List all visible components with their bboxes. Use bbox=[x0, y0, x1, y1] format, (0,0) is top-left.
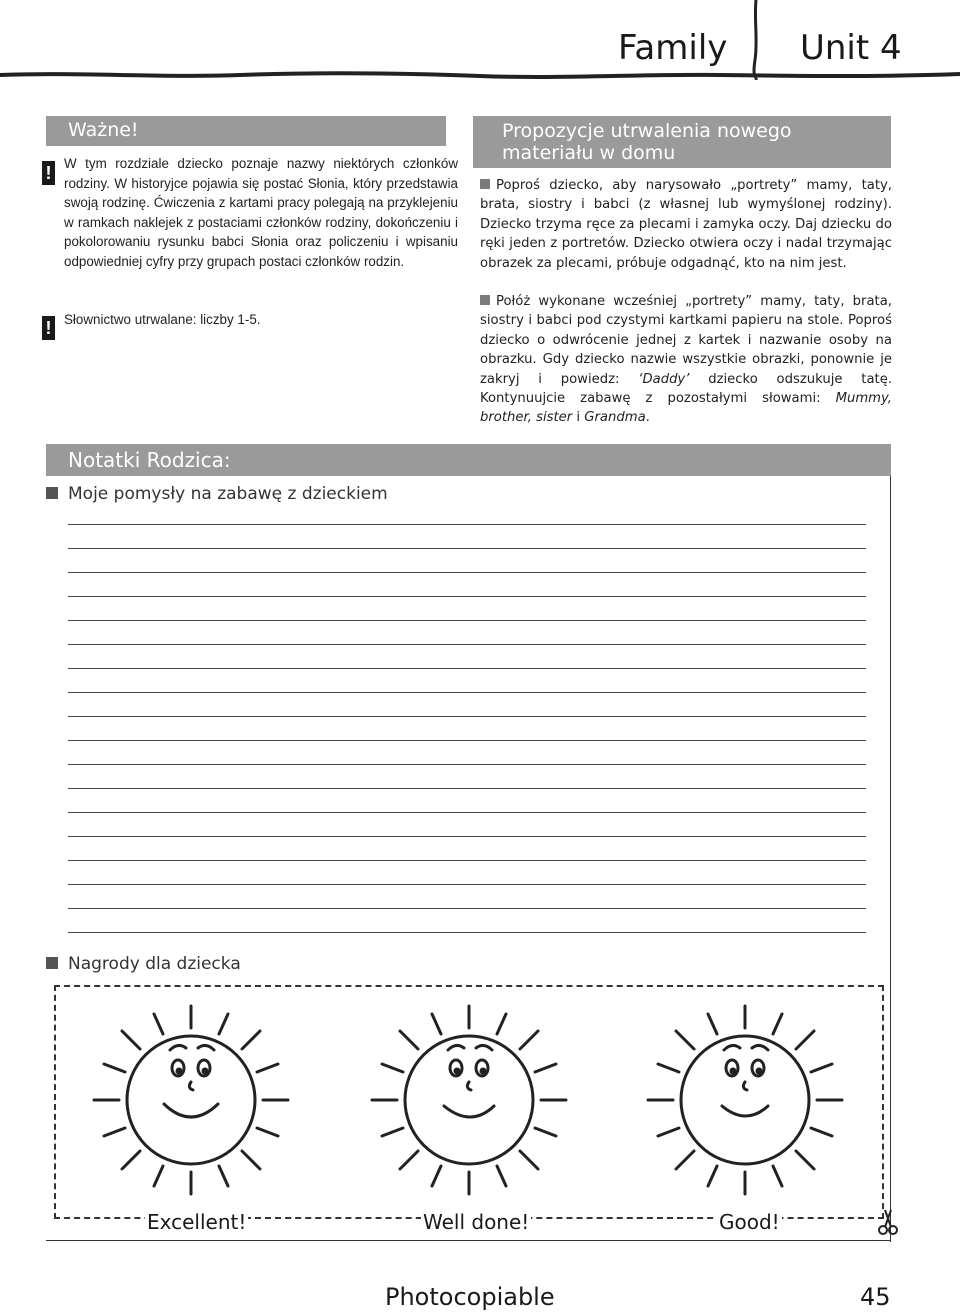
vocab-value: liczby 1-5 bbox=[200, 312, 257, 327]
reward-label-excellent: Excellent! bbox=[147, 1210, 247, 1234]
header-rule bbox=[0, 70, 960, 80]
rewards-heading-text: Nagrody dla dziecka bbox=[68, 954, 241, 974]
cut-line bbox=[46, 1240, 890, 1241]
ideas-heading bbox=[46, 484, 388, 504]
writing-line[interactable] bbox=[68, 764, 866, 765]
proposal-end: . bbox=[645, 410, 650, 426]
proposal-item-2 bbox=[480, 292, 892, 428]
proposal-and: i bbox=[572, 410, 585, 426]
vocab-line bbox=[64, 310, 458, 330]
writing-line[interactable] bbox=[68, 692, 866, 693]
writing-line[interactable] bbox=[68, 548, 866, 549]
photocopiable-label: Photocopiable bbox=[385, 1283, 555, 1311]
writing-line[interactable] bbox=[68, 620, 866, 621]
important-title: Ważne! bbox=[68, 119, 139, 141]
writing-line[interactable] bbox=[68, 644, 866, 645]
unit-title: Unit 4 bbox=[800, 28, 902, 68]
ideas-heading-text: Moje pomysły na zabawę z dzieckiem bbox=[68, 484, 388, 504]
vocab-prefix: Słownictwo utrwalane: bbox=[64, 312, 201, 327]
proposal-grandma: Grandma bbox=[584, 410, 646, 426]
writing-line[interactable] bbox=[68, 716, 866, 717]
page-number: 45 bbox=[860, 1283, 891, 1311]
proposal-words: Mummy, brother, sister bbox=[480, 391, 892, 426]
writing-line[interactable] bbox=[68, 860, 866, 861]
notes-bar bbox=[46, 444, 891, 476]
sun-smiley-icon bbox=[640, 992, 850, 1202]
bullet-square-icon bbox=[480, 179, 490, 189]
vocab-suffix: . bbox=[256, 312, 261, 327]
writing-line[interactable] bbox=[68, 596, 866, 597]
reward-label-good: Good! bbox=[719, 1210, 780, 1234]
reward-label-well-done: Well done! bbox=[423, 1210, 530, 1234]
proposal-item-1 bbox=[480, 176, 892, 273]
bullet-square-icon bbox=[46, 487, 58, 499]
section-title: Family bbox=[618, 28, 728, 68]
proposal-text-2a: Połóż wykonane wcześniej „portrety” mamy, taty, brata, siostry i babci pod czystymi kartkami papieru na stole. Poproś dziecko o odwrócenie jednej z kartek i nazwanie osoby na obrazku. Gdy dziecko nazwie wszystkie obrazki, ponownie je zakryj i powiedz: bbox=[480, 294, 892, 387]
writing-line[interactable] bbox=[68, 740, 866, 741]
proposal-daddy: ‘Daddy’ bbox=[638, 371, 690, 387]
notes-title: Notatki Rodzica: bbox=[68, 448, 231, 472]
important-bar bbox=[46, 116, 446, 146]
sun-smiley-icon bbox=[86, 992, 296, 1202]
proposals-title: Propozycje utrwalenia nowego materiału w domu bbox=[502, 120, 792, 164]
writing-line[interactable] bbox=[68, 788, 866, 789]
sun-smiley-icon bbox=[364, 992, 574, 1202]
writing-line[interactable] bbox=[68, 668, 866, 669]
writing-line[interactable] bbox=[68, 812, 866, 813]
proposals-bar bbox=[473, 116, 891, 168]
writing-line[interactable] bbox=[68, 836, 866, 837]
important-paragraph: W tym rozdziale dziecko poznaje nazwy niektórych członków rodziny. W historyjce pojawia się postać Słonia, który przedstawia swoją rodzinę. Ćwiczenia z kartami pracy polegają na przyklejeniu w ramkach naklejek z postaciami członków rodziny, dokończeniu i pokolorowaniu rysunku babci Słonia oraz policzeniu i wpisaniu odpowiedniej cyfry przy grupach postaci członków rodzin. bbox=[64, 156, 458, 269]
writing-line[interactable] bbox=[68, 908, 866, 909]
writing-line[interactable] bbox=[68, 932, 866, 933]
bullet-square-icon bbox=[480, 295, 490, 305]
exclamation-icon: ! bbox=[42, 316, 55, 340]
exclamation-icon: ! bbox=[42, 161, 55, 185]
scissors-icon bbox=[876, 1208, 900, 1236]
writing-line[interactable] bbox=[68, 572, 866, 573]
notes-frame bbox=[46, 476, 891, 942]
proposal-text-1: Poproś dziecko, aby narysowało „portrety” mamy, taty, brata, siostry i babci (z własnej lub wymyślonej rodziny). Dziecko trzyma ręce za plecami i zamyka oczy. Daj dziecku do ręki jeden z portretów. Dziecko otwiera oczy i nadal trzymając obrazek za plecami, próbuje odgadnąć, kto na nim jest. bbox=[480, 178, 892, 271]
writing-line[interactable] bbox=[68, 524, 866, 525]
header-divider bbox=[752, 0, 760, 80]
proposal-text-2b: dziecko odszukuje tatę. Kontynuujcie zabawę z pozostałymi słowami: bbox=[480, 371, 892, 407]
writing-line[interactable] bbox=[68, 884, 866, 885]
